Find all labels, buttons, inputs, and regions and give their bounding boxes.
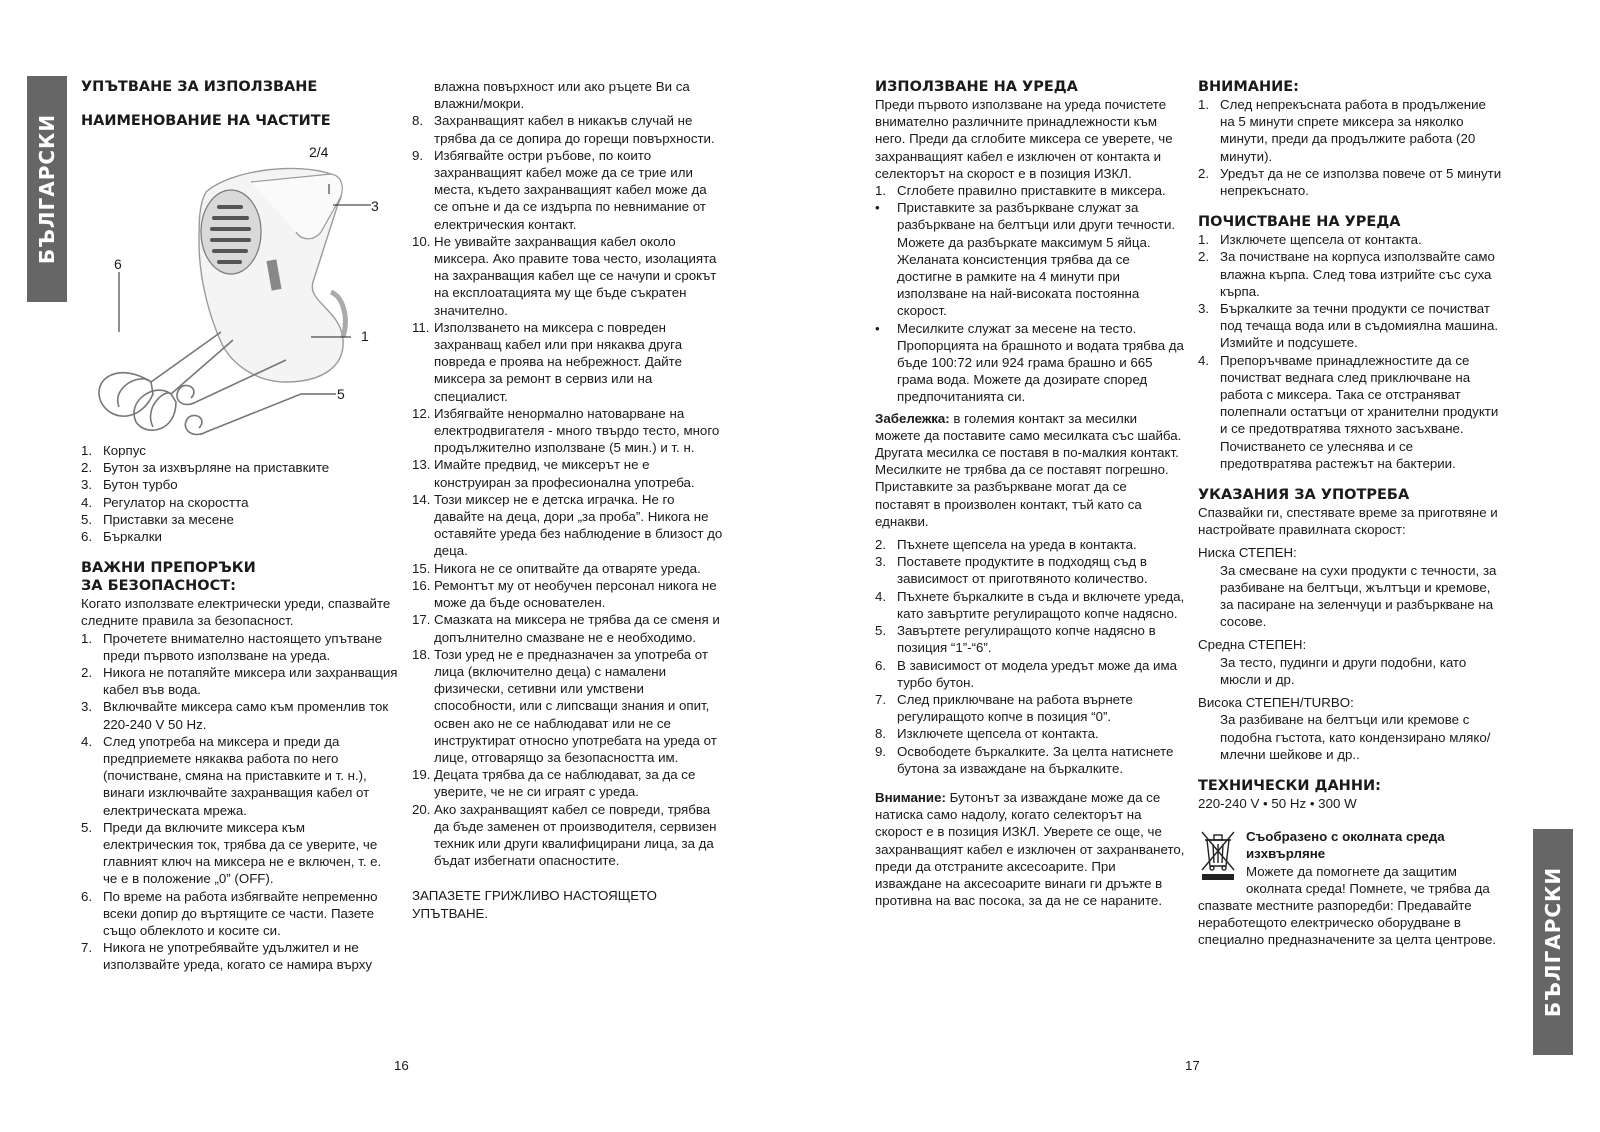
list-item: 1. Сглобете правилно приставките в миксера. — [875, 183, 1166, 199]
list-item: 16. Ремонтът му от необучен персонал никога не може да бъде основателен. — [412, 577, 717, 611]
list-item: 9. Освободете бъркалките. За целта натиснете бутона за изваждане на бъркалките. — [875, 743, 1174, 776]
list-item: 11. Използването на миксера с повреден захранващ кабел или при някаква друга повреда е проява на небрежност. Дайте миксера за ремонт в сервиз или на специалист. — [412, 319, 683, 404]
list-item: 4. Препоръчваме принадлежностите да се почистват веднага след приключване на работа с миксера. Така се отстраняват полепнали остатъци от хранителни продукти и се предотвратява тяхното засъхване. Почистването се улеснява и се предотвратява растежът на бактерии. — [1198, 352, 1499, 471]
list-item: 12. Избягвайте ненормално натоварване на електродвигателя - много твърдо тесто, много продължително използване (5 мин.) и т. н. — [412, 405, 720, 456]
page-number-left: 16 — [394, 1058, 409, 1073]
safety-heading-2: ЗА БЕЗОПАСНОСТ: — [81, 578, 236, 595]
list-item: 5. Преди да включите миксера към електрическия ток, трябва да се уверите, че главният ключ на миксера не е включен, т. е. че е в положение „0” (OFF). — [81, 819, 382, 887]
note-paragraph — [875, 410, 1185, 530]
note-label: Забележка: — [875, 410, 950, 426]
list-item: 2. Бутон за изхвърляне на приставките — [81, 460, 330, 476]
list-item: 3. Бутон турбо — [81, 477, 178, 493]
list-item: 17. Смазката на миксера не трябва да се сменя и допълнително смазване не е необходимо. — [412, 612, 720, 645]
list-item: 18. Този уред не е предназначен за употреба от лица (включително деца) с намалени физически, сетивни или умствени способности, или с липсващи знания и опит, освен ако не се наблюдават или не се инструктират относно употребата на уреда от лице, отговарящо за безопасността им. — [412, 646, 717, 765]
list-item: 7. След приключване на работа върнете регулиращото копче в позиция “0”. — [875, 691, 1133, 725]
list-item: 6. В зависимост от модела уредът може да има турбо бутон. — [875, 657, 1178, 690]
left-column-2 — [412, 78, 724, 922]
list-item: 4. Регулатор на скоростта — [81, 494, 249, 510]
usage-level-high-label: Висока СТЕПЕН/TURBO: — [1198, 695, 1354, 711]
figure-label-2-4: 2/4 — [309, 144, 329, 160]
usage-level-low-label: Ниска СТЕПЕН: — [1198, 545, 1297, 561]
right-column-1 — [875, 78, 1185, 909]
mixer-figure — [81, 132, 399, 442]
list-item: 3. Бъркалките за течни продукти се почистват под течаща вода или в съдомиялна машина. Измийте и подсушете. — [1198, 301, 1499, 351]
list-item: 8. Изключете щепсела от контакта. — [875, 726, 1099, 742]
tech-heading: ТЕХНИЧЕСКИ ДАННИ: — [1198, 777, 1381, 794]
safety-intro: Когато използвате електрически уреди, спазвайте следните правила за безопасност. — [81, 596, 391, 629]
list-item: 1. Корпус — [81, 443, 146, 458]
list-item: 14. Този миксер не е детска играчка. Не го давайте на деца, дори „за проба”. Никога не оставяйте уреда без наблюдение в близост до деца. — [412, 491, 723, 559]
use-list — [875, 182, 1185, 406]
attention-text: Бутонът за изваждане може да се натиска само надолу, когато селекторът на скорост е в позиция ИЗКЛ. Уверете се още, че захранващият кабел е изключен от захранването, преди да отстраните аксесоарите. При изваждане на аксесоарите винаги ги дръжте в противна на вас посока, за да не се нараните. — [875, 789, 1185, 909]
list-item: 1. Изключете щепсела от контакта. — [1198, 232, 1422, 248]
usage-level-mid-label: Средна СТЕПЕН: — [1198, 637, 1307, 653]
usage-level-mid-text: За тесто, пудинги и други подобни, като мюсли и др. — [1220, 654, 1467, 687]
use-steps — [875, 536, 1185, 777]
list-item: 9. Избягвайте остри ръбове, по които захранващият кабел може да се трие или места, където захранващият кабел може да се опъне и да се издърпа по невнимание от електрическия контакт. — [412, 147, 707, 232]
use-heading: ИЗПОЛЗВАНЕ НА УРЕДА — [875, 79, 1078, 95]
list-item: 7. Никога не употребявайте удължител и не използвайте уреда, когато се намира върху — [81, 940, 373, 973]
list-item: 1. След непрекъсната работа в продължение на 5 минути спрете миксера за няколко минути, преди да продължите работа (20 минути). — [1198, 97, 1486, 164]
list-item: • Месилките служат за месене на тесто. Пропорцията на брашното и водата трябва да бъде 100:72 или 924 грама брашно и 665 грама вода. Можете да дозирате според предпочитанията си. — [875, 320, 1184, 405]
safety-list-1 — [81, 630, 399, 974]
list-item: 1. Прочетете внимателно настоящето упътване преди първото използване на уреда. — [81, 630, 383, 663]
list-item: 2. Пъхнете щепсела на уреда в контакта. — [875, 537, 1137, 553]
list-item: • Приставките за разбъркване служат за разбъркване на белтъци или други течности. Можете да разбъркате максимум 5 яйца. Желаната консистенция трябва да се достигне в рамките на 4 минути при използване на най-високата постоянна скорост. — [875, 200, 1176, 319]
list-item: 6. По време на работа избягвайте непременно всеки допир до въртящите се части. Пазете също облеклото и косите си. — [81, 888, 378, 939]
figure-label-3: 3 — [371, 198, 379, 214]
cleaning-list — [1198, 231, 1502, 472]
list-item: 15. Никога не се опитвайте да отваряте уреда. — [412, 560, 701, 576]
cleaning-heading: ПОЧИСТВАНЕ НА УРЕДА — [1198, 214, 1401, 231]
list-item: 3. Включвайте миксера само към променлив ток 220-240 V 50 Hz. — [81, 699, 389, 732]
parts-list — [81, 442, 399, 545]
list-item: 6. Бъркалки — [81, 529, 162, 545]
use-intro: Преди първото използване на уреда почистете внимателно различните принадлежности към него. Преди да сглобите миксера се уверете, че захранващият кабел е изключен от контакта и селекторът на скорост е в позиция ИЗКЛ. — [875, 97, 1173, 181]
list-item: 10. Не увивайте захранващия кабел около миксера. Ако правите това често, изолацията на захранващия кабел ще се начупи и срокът на експлоатацията му ще бъде съкратен значително. — [412, 233, 717, 318]
list-item: 5. Завъртете регулиращото копче надясно в позиция “1”-“6”. — [875, 623, 1156, 656]
list-item: 13. Имайте предвид, че миксерът не е конструиран за професионална употреба. — [412, 457, 695, 490]
list-item: 2. За почистване на корпуса използвайте само влажна кърпа. След това изтрийте със суха кърпа. — [1198, 249, 1495, 299]
list-item: 5. Приставки за месене — [81, 511, 234, 527]
heading-parts: НАИМЕНОВАНИЕ НА ЧАСТИТЕ — [81, 113, 331, 129]
attention-label: Внимание: — [875, 789, 946, 805]
list-item: 2. Уредът да не се използва повече от 5 минути непрекъснато. — [1198, 165, 1502, 199]
hand-mixer-illustration — [81, 132, 399, 442]
usage-level-low-text: За смесване на сухи продукти с течности, за разбиване на белтъци, жълтъци и кремове, за пасиране на зеленчуци и разбъркване на сосове. — [1220, 562, 1497, 630]
tech-text: 220-240 V • 50 Hz • 300 W — [1198, 795, 1357, 811]
side-tab-right — [1533, 829, 1573, 1055]
usage-heading: УКАЗАНИЯ ЗА УПОТРЕБА — [1198, 487, 1410, 504]
list-item: 8. Захранващият кабел в никакъв случай не трябва да се допира до горещи повърхности. — [412, 113, 715, 146]
env-heading-2: изхвърляне — [1246, 846, 1326, 862]
usage-intro: Спазвайки ги, спестявате време за приготвяне и настройвате правилната скорост: — [1198, 505, 1498, 538]
env-text: Можете да помогнете да защитим околната среда! Помнете, че трябва да — [1246, 863, 1490, 896]
list-item: 2. Никога не потапяйте миксера или захранващия кабел във вода. — [81, 665, 398, 698]
figure-label-5: 5 — [337, 386, 345, 402]
list-item: 4. След употреба на миксера и преди да предприемете някаква работа по него (почистване, смяна на приставките и т. н.), винаги изключвайте захранващия кабел от електрическата мрежа. — [81, 733, 370, 818]
list-item: 3. Поставете продуктите в подходящ съд в зависимост от приготвяното количество. — [875, 554, 1148, 587]
list-item: 4. Пъхнете бъркалките в съда и включете уреда, като завъртите регулиращото копче надясно. — [875, 588, 1185, 621]
list-item: 19. Децата трябва да се наблюдават, за да се уверите, че не си играят с уреда. — [412, 767, 696, 800]
safety-list-2 — [412, 112, 724, 869]
attention-paragraph — [875, 789, 1185, 909]
side-tab-label: БЪЛГАРСКИ — [35, 113, 59, 265]
warning-list — [1198, 96, 1502, 199]
safety-continuation: влажна повърхност или ако ръцете Ви са влажни/мокри. — [434, 79, 690, 112]
side-tab-label: БЪЛГАРСКИ — [1541, 866, 1565, 1018]
warning-heading: ВНИМАНИЕ: — [1198, 79, 1299, 95]
side-tab-left — [27, 76, 67, 302]
usage-level-high-text: За разбиване на белтъци или кремове с подобна гъстота, като кондензирано мляко/млечни шейкове и др.. — [1220, 712, 1491, 762]
env-text-2: спазвате местните разпоредби: Предавайте неработещото електрическо оборудване в специално предназначените за целта центрове. — [1198, 897, 1497, 948]
environment-block — [1198, 828, 1502, 948]
note-text: в големия контакт за месилки можете да поставите само месилката със шайба. Другата месилка се поставя в по-малкия контакт. Месилките не трябва да се поставят погрешно. Приставките за разбъркване могат да се поставят в произволен контакт, тъй като са еднакви. — [875, 410, 1182, 529]
keep-notice: ЗАПАЗЕТЕ ГРИЖЛИВО НАСТОЯЩЕТО УПЪТВАНЕ. — [412, 888, 657, 921]
right-column-2 — [1198, 78, 1502, 949]
heading-manual: УПЪТВАНЕ ЗА ИЗПОЛЗВАНЕ — [81, 79, 318, 95]
page-number-right: 17 — [1185, 1058, 1200, 1073]
weee-bin-icon — [1198, 828, 1238, 880]
figure-label-6: 6 — [114, 256, 122, 272]
list-item: 20. Ако захранващият кабел се повреди, трябва да бъде заменен от производителя, сервизен техник или други квалифицирани лица, за да бъдат избегнати опасностите. — [412, 801, 717, 869]
safety-heading: ВАЖНИ ПРЕПОРЪКИ — [81, 560, 256, 577]
figure-label-1: 1 — [361, 328, 369, 344]
env-heading: Съобразено с околната среда — [1246, 829, 1445, 845]
left-column-1 — [81, 78, 399, 974]
